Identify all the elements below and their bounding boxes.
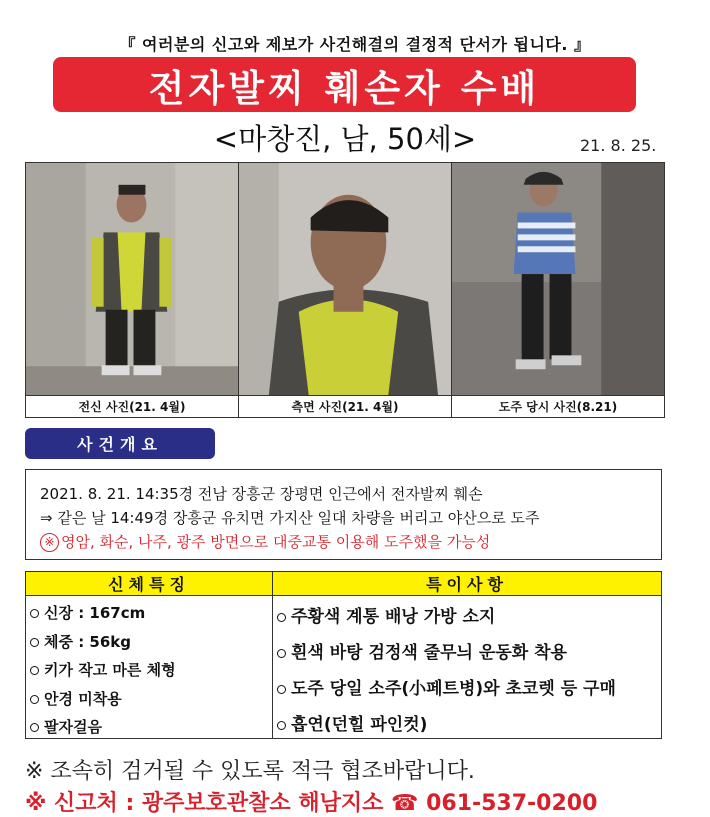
incident-line-2: ⇒ 같은 날 14:49경 장흥군 유치면 가지산 일대 차량을 버리고 야산으로 도주 [40, 509, 540, 527]
incident-line-1: 2021. 8. 21. 14:35경 전남 장흥군 장평면 인근에서 전자발찌 훼손 [40, 485, 483, 503]
special-notes-column [273, 572, 661, 738]
subject-subtitle: <마창진, 남, 50세> [213, 122, 477, 156]
photo-caption: 전신 사진(21. 4월) [26, 395, 238, 417]
photo-caption: 도주 당시 사진(8.21) [452, 395, 664, 417]
photo-full-body [26, 163, 239, 417]
physical-features-header: 신체특징 [26, 572, 272, 596]
photo-caption: 측면 사진(21. 4월) [239, 395, 451, 417]
bullet-icon [30, 723, 39, 732]
list-item: ㅇ 신장 : 167cm [30, 602, 272, 631]
issue-date: 21. 8. 25. [580, 136, 657, 155]
bullet-icon [277, 721, 286, 730]
bullet-icon [30, 609, 39, 618]
section-title: 사건개요 [77, 435, 163, 454]
cooperation-notice: ※ 조속히 검거될 수 있도록 적극 협조바랍니다. [25, 759, 475, 784]
incident-box [25, 469, 662, 560]
bullet-icon [30, 638, 39, 647]
section-incident-title [25, 428, 215, 459]
special-notes-list [273, 596, 661, 746]
bullet-icon [277, 613, 286, 622]
bullet-icon [30, 666, 39, 675]
list-item: ㅇ 흰색 바탕 검정색 줄무늬 운동화 착용 [277, 638, 661, 674]
list-item: ㅇ 팔자걸음 [30, 716, 272, 745]
list-item: ㅇ 체중 : 56kg [30, 631, 272, 660]
report-contact: ※ 신고처 : 광주보호관찰소 해남지소 ☎ 061-537-0200 [25, 791, 598, 816]
photo-escape [452, 163, 664, 417]
physical-features-list [26, 596, 272, 745]
bullet-icon [30, 695, 39, 704]
incident-line-3-text: 영암, 화순, 나주, 광주 방면으로 대중교통 이용해 도주했을 가능성 [61, 533, 491, 551]
banner-title: 전자발찌 훼손자 수배 [148, 66, 541, 110]
photo-strip [25, 162, 665, 418]
incident-line-3 [40, 530, 647, 554]
list-item: ㅇ 키가 작고 마른 체형 [30, 659, 272, 688]
list-item: ㅇ 흡연(던힐 파인컷) [277, 710, 661, 746]
note-mark-icon: ※ [40, 533, 59, 552]
full-body-photo [26, 163, 238, 395]
special-notes-header: 특이사항 [273, 572, 661, 596]
tagline: 『 여러분의 신고와 제보가 사건해결의 결정적 단서가 됩니다. 』 [119, 35, 591, 54]
list-item: ㅇ 안경 미착용 [30, 688, 272, 717]
side-profile-photo [239, 163, 451, 395]
photo-side [239, 163, 452, 417]
physical-features-column [26, 572, 273, 738]
list-item: ㅇ 도주 당일 소주(小페트병)와 초코렛 등 구매 [277, 674, 661, 710]
bullet-icon [277, 685, 286, 694]
escape-cctv-photo [452, 163, 664, 395]
bullet-icon [277, 649, 286, 658]
features-table [25, 571, 662, 739]
title-banner [53, 57, 636, 112]
list-item: ㅇ 주황색 계통 배낭 가방 소지 [277, 602, 661, 638]
